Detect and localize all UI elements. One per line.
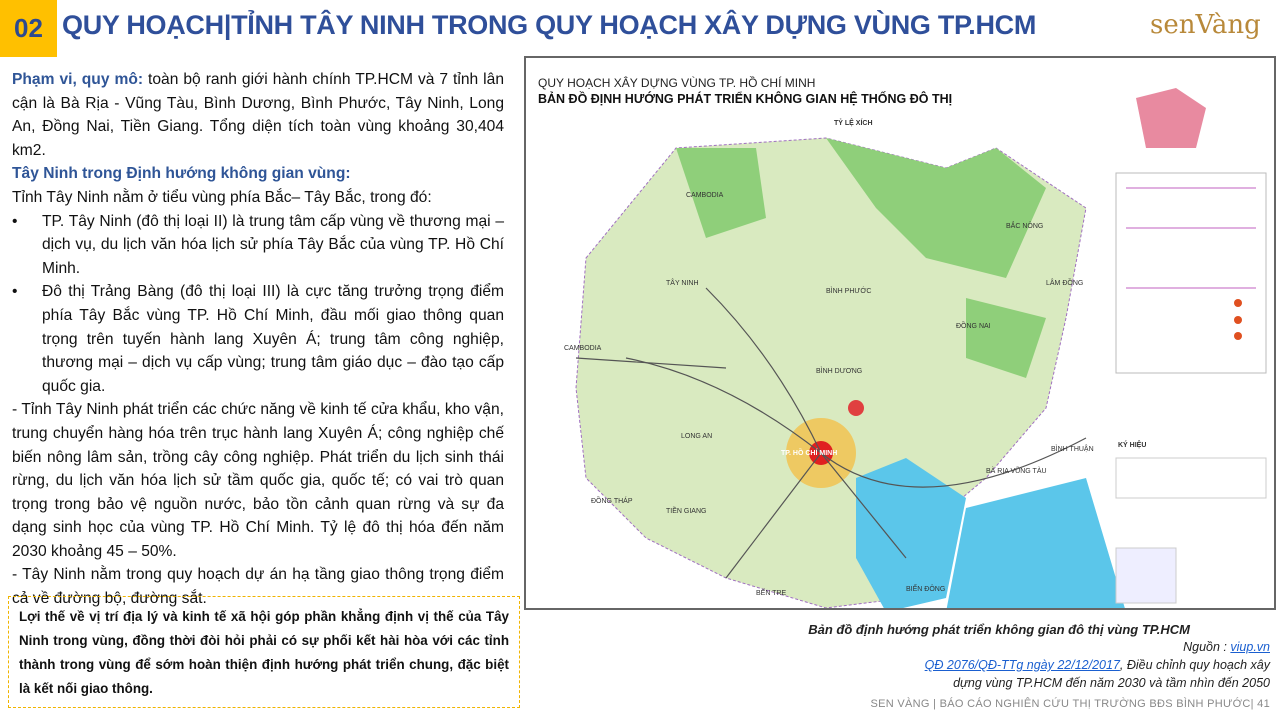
intro: Tỉnh Tây Ninh nằm ở tiểu vùng phía Bắc– Tây Bắc, trong đó: [12,188,432,206]
map-label: BÀ RỊA VŨNG TÀU [986,468,1047,475]
map-label: BẮC NÔNG [1006,223,1044,230]
decision-line [925,658,1270,672]
region-map [524,56,1276,610]
map-label: CAMBODIA [686,192,724,199]
map-title-2: BẢN ĐỒ ĐỊNH HƯỚNG PHÁT TRIỂN KHÔNG GIAN HỆ THỐNG ĐÔ THỊ [538,92,953,106]
decision-line-2: dựng vùng TP.HCM đến năm 2030 và tầm nhìn đến 2050 [953,676,1270,690]
map-label: TIỀN GIANG [666,508,707,515]
bullet-item: • TP. Tây Ninh (đô thị loại II) là trung tâm cấp vùng về thương mại – dịch vụ, du lịch văn hóa lịch sử phía Tây Bắc của vùng TP. Hồ Chí Minh. [12,210,504,281]
map-label: LÂM ĐỒNG [1046,280,1084,287]
map-label: CAMBODIA [564,345,602,352]
source-label: Nguồn : [1183,640,1231,654]
decision-link[interactable]: QĐ 2076/QĐ-TTg ngày 22/12/2017 [924,658,1120,672]
section-number: 02 [0,0,57,57]
map-label: ĐỒNG NAI [956,323,991,330]
scope-text: toàn bộ ranh giới hành chính TP.HCM và 7 tỉnh lân cận là Bà Rịa - Vũng Tàu, Bình Dương, Bình Phước, Tây Ninh, Long An, Đồng Nai, Tiền Giang. Tổng diện tích toàn vùng khoảng 30,404 km2. [12,71,504,159]
bullet-text: Đô thị Trảng Bàng (đô thị loại III) là cực tăng trưởng trọng điểm phía Tây Bắc vùng TP. Hồ Chí Minh, đầu mối giao thông quan trọng trên tuyến hành lang Xuyên Á; trung tâm công nghiệp, thương mại – dịch vụ cấp vùng; trung tâm giáo dục – đào tạo cấp quốc gia. [42,283,504,395]
source-link[interactable]: viup.vn [1230,640,1270,654]
map-label: BIỂN ĐÔNG [906,586,946,593]
map-caption: Bản đồ định hướng phát triển không gian đô thị vùng TP.HCM [808,622,1190,637]
page-title: QUY HOẠCH|TỈNH TÂY NINH TRONG QUY HOẠCH XÂY DỰNG VÙNG TP.HCM [62,10,1037,40]
orient-heading: Tây Ninh trong Định hướng không gian vùng: [12,165,351,183]
bullet-text: TP. Tây Ninh (đô thị loại II) là trung tâm cấp vùng về thương mại – dịch vụ, du lịch văn hóa lịch sử phía Tây Bắc của vùng TP. Hồ Chí Minh. [42,212,504,277]
map-label: ĐỒNG THÁP [591,498,633,505]
highlight-box: Lợi thế về vị trí địa lý và kinh tế xã hội góp phần khẳng định vị thế của Tây Ninh trong vùng, đồng thời đòi hỏi phải có sự phối kết hài hòa với các tỉnh thành trong vùng để sớm hoàn thiện định hướng phát triển chung, đặc biệt là kết nối giao thông. [8,596,520,708]
paragraph: - Tây Ninh nằm trong quy hoạch dự án hạ tầng giao thông trọng điểm cả về đường bộ, đường sắt. [12,566,504,608]
scope-label: Phạm vi, quy mô: [12,71,144,88]
body-text [12,68,504,611]
map-label: BÌNH PHƯỚC [826,288,872,295]
map-scale: TỶ LỆ XÍCH [834,120,873,127]
map-label: TP. HỒ CHÍ MINH [781,450,838,457]
footer: SEN VÀNG | BÁO CÁO NGHIÊN CỨU THỊ TRƯỜNG BĐS BÌNH PHƯỚC| 41 [870,698,1270,710]
map-title-1: QUY HOẠCH XÂY DỰNG VÙNG TP. HỒ CHÍ MINH [538,76,816,90]
map-label: BẾN TRE [756,590,787,597]
map-label: BÌNH DƯƠNG [816,368,863,375]
bullet-item: • Đô thị Trảng Bàng (đô thị loại III) là cực tăng trưởng trọng điểm phía Tây Bắc vùng TP. Hồ Chí Minh, đầu mối giao thông quan trọng trên tuyến hành lang Xuyên Á; trung tâm công nghiệp, thương mại – dịch vụ cấp vùng; trung tâm giáo dục – đào tạo cấp quốc gia. [12,280,504,398]
paragraph: - Tỉnh Tây Ninh phát triển các chức năng về kinh tế cửa khẩu, kho vận, trung chuyển hàng hóa trên trục hành lang Xuyên Á; công nghiệp chế biến nông lâm sản, trồng cây công nghiệp. Phát triển du lịch sinh thái rừng, du lịch văn hóa lịch sử tầm quốc gia, quốc tế; có vai trò quan trọng trong bảo vệ nguồn nước, bảo tồn cảnh quan rừng và sự đa dạng sinh học của vùng TP. Hồ Chí Minh. Tỷ lệ đô thị hóa đến năm 2030 khoảng 45 – 50%. [12,401,504,560]
logo: senVàng [1150,10,1261,40]
decision-text: , Điều chỉnh quy hoạch xây [1119,658,1270,672]
map-label: BÌNH THUẬN [1051,446,1094,453]
source-line [1183,640,1270,654]
map-label: TÂY NINH [666,280,699,287]
map-label: LONG AN [681,433,713,440]
map-legend-title: KÝ HIỆU [1118,442,1147,449]
map-graphic [526,58,1276,610]
